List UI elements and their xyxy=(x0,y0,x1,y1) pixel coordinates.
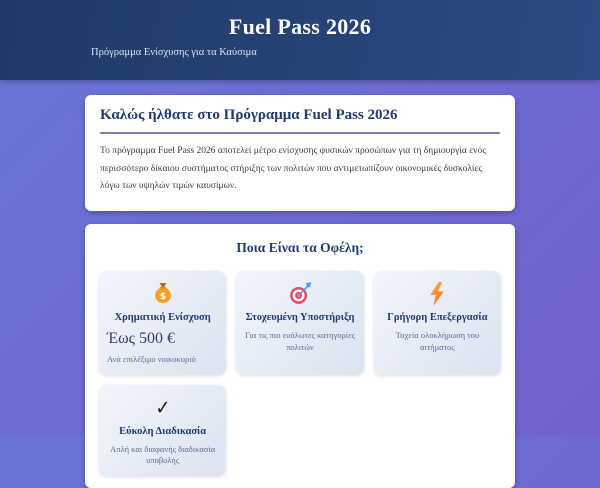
lightning-icon xyxy=(382,282,493,306)
benefit-card-title: Γρήγορη Επεξεργασία xyxy=(387,311,488,323)
svg-text:$: $ xyxy=(159,291,166,302)
benefit-card-targeted-support xyxy=(236,271,363,375)
benefits-panel xyxy=(85,224,515,488)
welcome-body-text: Το πρόγραμμα Fuel Pass 2026 αποτελεί μέτρο ενίσχυσης φυσικών προσώπων για τη δημιουργία ενός περισσότερο δίκαιου συστήματος στήριξης των πολιτών που αντιμετωπίζουν οικονομικές δυσκολίες λόγω των υψηλών τιμών καυσίμων. xyxy=(100,146,486,192)
page-title: Fuel Pass 2026 xyxy=(228,14,372,39)
benefit-card-title: Χρηματική Ενίσχυση xyxy=(114,311,211,323)
welcome-heading: Καλώς ήλθατε στο Πρόγραμμα Fuel Pass 2026 xyxy=(100,107,398,123)
page-header xyxy=(0,0,600,80)
welcome-panel xyxy=(85,95,515,211)
benefit-card-easy-process xyxy=(99,385,226,477)
benefit-note: Ανά επιλέξιμο νοικοκυριό xyxy=(107,353,196,364)
benefit-card-title: Στοχευμένη Υποστήριξη xyxy=(245,311,355,323)
checkmark-icon: ✓ xyxy=(153,396,172,420)
page-subtitle: Πρόγραμμα Ενίσχυσης για τα Καύσιμα xyxy=(91,47,257,58)
benefit-card-fast-processing xyxy=(374,271,501,375)
target-icon xyxy=(244,282,355,306)
money-bag-icon xyxy=(107,282,218,306)
benefit-card-title: Εύκολη Διαδικασία xyxy=(119,425,207,437)
main-content xyxy=(85,95,515,488)
heading-divider xyxy=(100,132,500,134)
benefit-note: Απλή και διαφανής διαδικασία υποβολής xyxy=(110,443,216,466)
benefits-heading: Ποια Είναι τα Οφέλη; xyxy=(236,239,364,255)
benefit-card-financial-aid xyxy=(99,271,226,375)
benefits-card-grid xyxy=(99,271,501,477)
benefit-note: Ταχεία ολοκλήρωση του αιτήματος xyxy=(395,329,480,352)
benefit-amount: Έως 500 € xyxy=(107,329,175,347)
benefit-note: Για τις πιο ευάλωτες κατηγορίες πολιτών xyxy=(244,329,356,352)
header-content xyxy=(85,0,515,58)
